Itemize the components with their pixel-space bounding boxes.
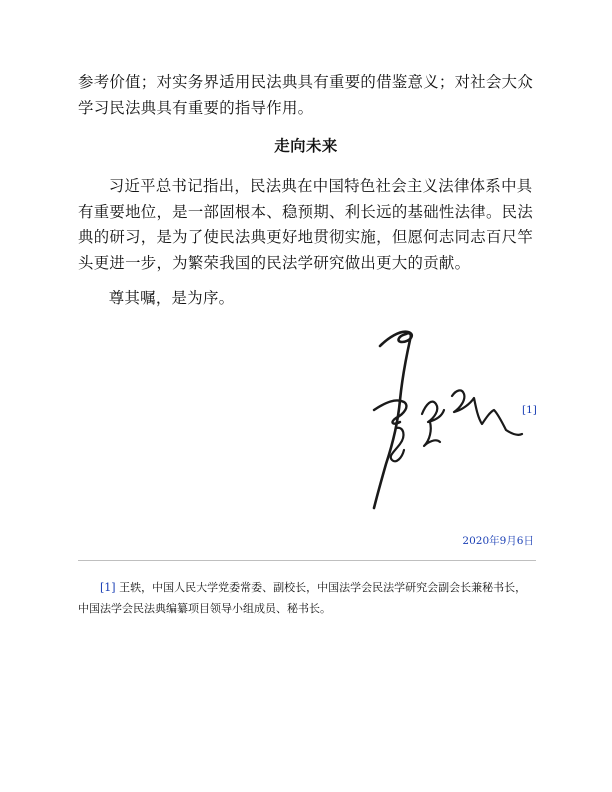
section-title: 走向未来 xyxy=(274,137,338,155)
footnote xyxy=(78,577,536,619)
signature-stroke xyxy=(422,402,444,446)
signature-stroke xyxy=(374,400,406,423)
footnote-divider xyxy=(78,560,536,561)
main-paragraph: 习近平总书记指出，民法典在中国特色社会主义法律体系中具有重要地位，是一部固根本、稳预期、利长远的基础性法律。民法典的研习，是为了使民法典更好地贯彻实施，但愿何志同志百尺竿头更进一步，为繁荣我国的民法学研究做出更大的贡献。 xyxy=(78,177,534,272)
signature-stroke xyxy=(452,390,522,434)
footnote-backlink[interactable]: [1] xyxy=(100,581,116,594)
signature-date: 2020年9月6日 xyxy=(462,535,534,547)
closing-paragraph: 尊其嘱，是为序。 xyxy=(108,289,235,307)
intro-paragraph: 参考价值；对实务界适用民法典具有重要的借鉴意义；对社会大众学习民法典具有重要的指导作用。 xyxy=(78,73,534,117)
handwritten-signature xyxy=(366,318,536,518)
footnote-reference-link[interactable]: [1] xyxy=(522,404,537,416)
footnote-text: 王轶，中国人民大学党委常委、副校长，中国法学会民法学研究会副会长兼秘书长，中国法学会民法典编纂项目领导小组成员、秘书长。 xyxy=(78,581,527,615)
